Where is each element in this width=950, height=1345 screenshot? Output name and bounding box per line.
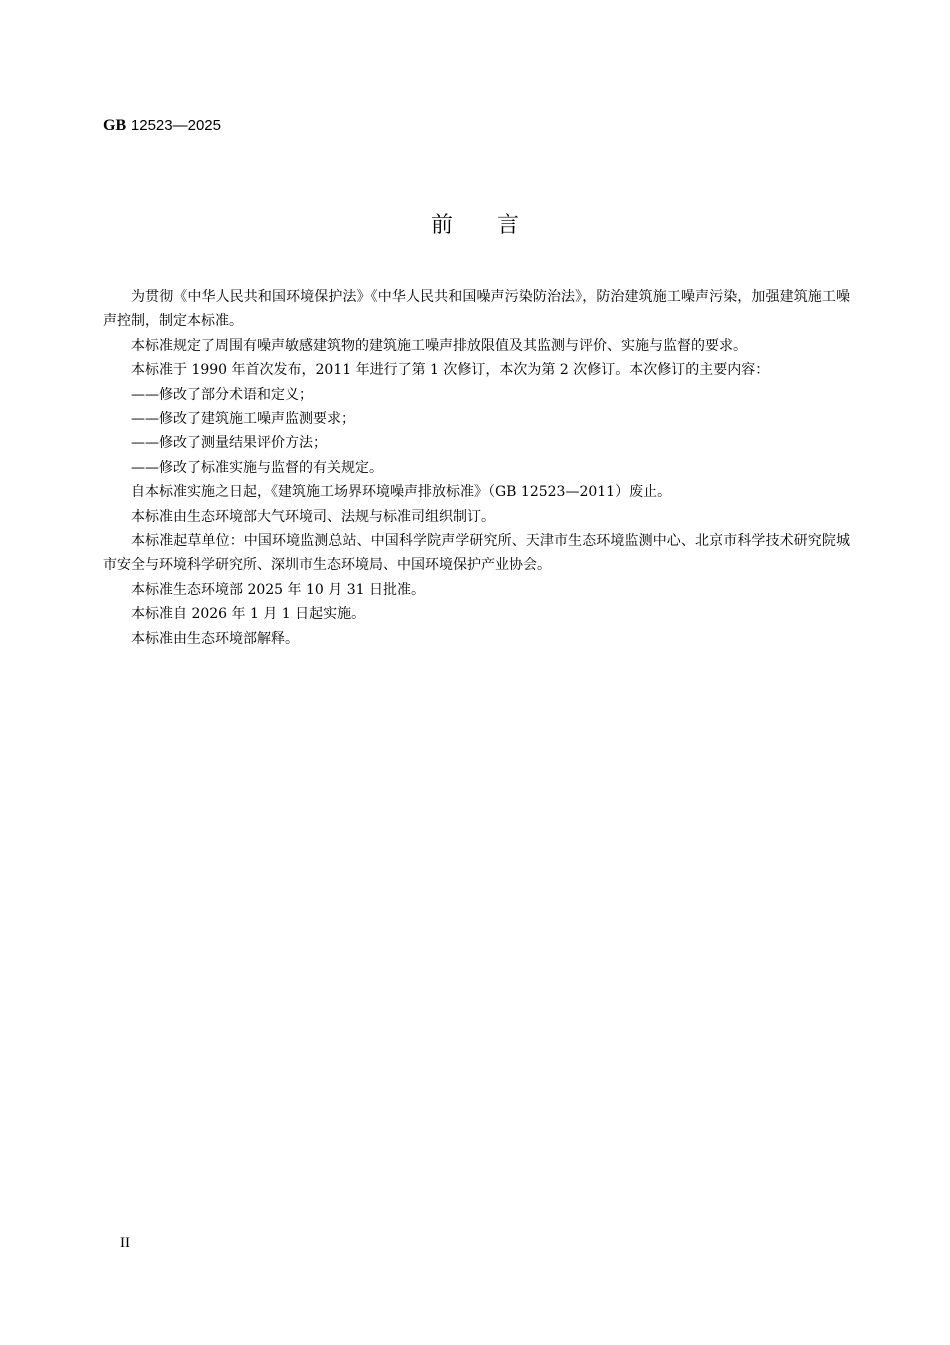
revision-item: ——修改了部分术语和定义； [131,386,313,403]
revision-item: ——修改了测量结果评价方法； [131,435,327,452]
paragraph-organizer: 本标准由生态环境部大气环境司、法规与标准司组织制订。 [131,508,495,525]
paragraph-scope: 本标准规定了周围有噪声敏感建筑物的建筑施工噪声排放限值及其监测与评价、实施与监督的要求。 [131,337,747,354]
paragraph-purpose: 为贯彻《中华人民共和国环境保护法》《中华人民共和国噪声污染防治法》，防治建筑施工噪声污染，加强建筑施工噪声控制，制定本标准。 [103,289,850,330]
page-title: 前 言 [430,213,519,238]
paragraph-abolish: 自本标准实施之日起，《建筑施工场界环境噪声排放标准》（GB 12523—2011）废止。 [131,484,672,501]
paragraph-history: 本标准于 1990 年首次发布，2011 年进行了第 1 次修订，本次为第 2 次修订。本次修订的主要内容： [131,362,770,379]
paragraph-interpretation: 本标准由生态环境部解释。 [131,630,299,647]
paragraph-approval: 本标准生态环境部 2025 年 10 月 31 日批准。 [131,581,425,598]
page-number: II [120,1235,130,1251]
paragraph-drafters: 本标准起草单位：中国环境监测总站、中国科学院声学研究所、天津市生态环境监测中心、北京市科学技术研究院城市安全与环境科学研究所、深圳市生态环境局、中国环境保护产业协会。 [103,533,850,574]
standard-code-header [103,116,221,135]
standard-code-prefix: GB [103,117,127,134]
revision-item: ——修改了建筑施工噪声监测要求； [131,411,355,428]
paragraph-effective: 本标准自 2026 年 1 月 1 日起实施。 [131,606,366,623]
revision-item: ——修改了标准实施与监督的有关规定。 [131,459,383,476]
standard-code-number: 12523—2025 [130,117,221,134]
foreword-body [103,285,850,651]
